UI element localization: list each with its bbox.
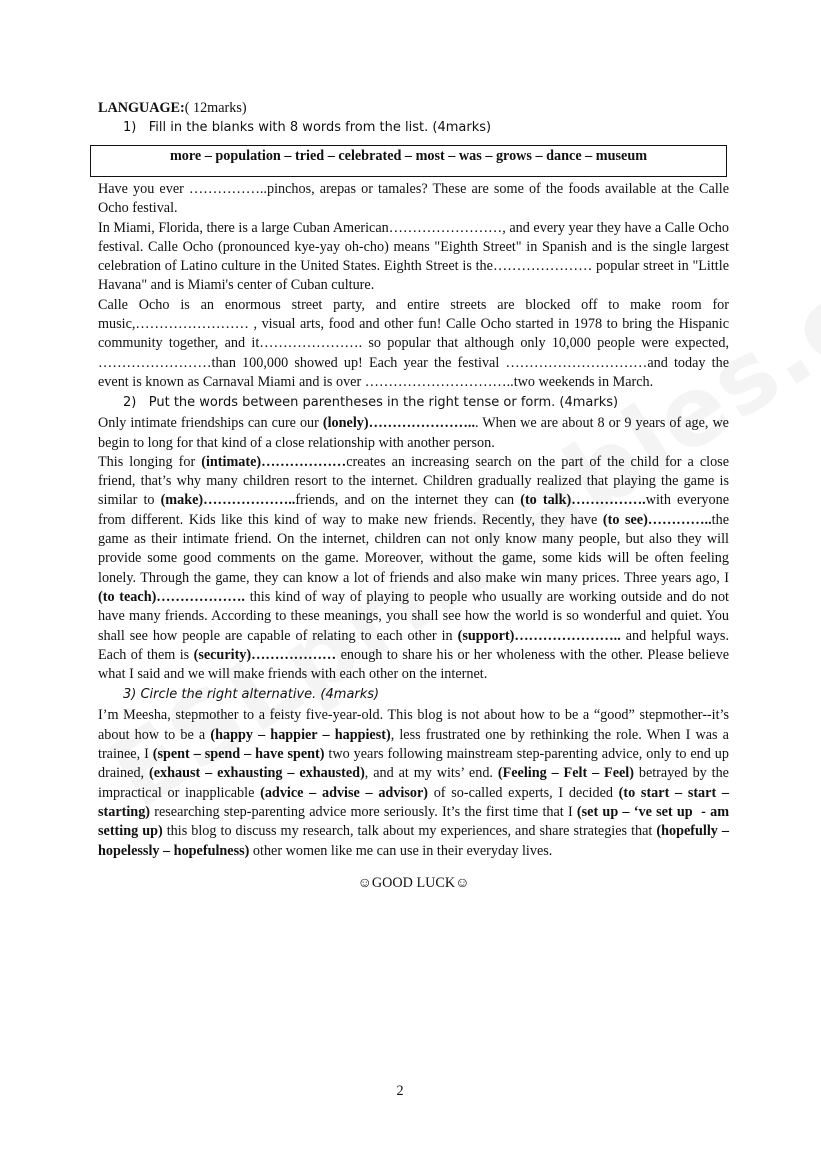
- ex2-keyword: (security)………………: [193, 646, 337, 663]
- exercise-3-instruction: 3) Circle the right alternative. (4marks): [123, 687, 380, 703]
- section-marks: ( 12marks): [184, 100, 247, 116]
- ex3-text: I’m Meesha, stepmother to a feisty five-year-old. This blog is not about how to be a “good” stepmother--it’s about how to be a: [98, 707, 729, 743]
- ex3-text: this blog to discuss my research, talk about my experiences, and share strategies that: [162, 823, 657, 840]
- ex2-keyword: (support)…………………..: [457, 627, 621, 644]
- exercise-1-paragraph-3: Calle Ocho is an enormous street party, and entire streets are blocked off to make room for music,…………………… , visual arts, food and other fun! Calle Ocho started in 1978 to bring the Hispanic community together, and it…………………. so popular that although only 10,000 people were expected, ……………………than 100,000 showed up! Each year the festival …………………………and today the event is known as Carnaval Miami and is over …………………………..two weekends in March.: [98, 296, 729, 390]
- ex3-choice: (advice – advise – advisor): [260, 784, 428, 801]
- ex2-text: this kind of way of playing to people who usually are working outside and do not have many friends. According to these meanings, you shall see how the world is so wonderful and quiet. You shall see how people are capable of relating to each other in: [98, 588, 729, 644]
- ex3-choice: (spent – spend – have spent): [152, 746, 325, 763]
- ex2-keyword: (to teach)……………….: [98, 588, 245, 605]
- ex3-text: , and at my wits’ end.: [364, 765, 498, 782]
- ex3-choice: (set up – ‘ve set up - am setting up): [98, 803, 730, 840]
- ex3-choice: (Feeling – Felt – Feel): [497, 765, 634, 782]
- section-heading: [98, 99, 729, 117]
- exercise-2-text: [98, 414, 729, 684]
- ex2-text: Only intimate friendships can cure our: [98, 415, 323, 432]
- ex2-keyword: (to see)…………..: [602, 511, 712, 528]
- page-number: 2: [396, 1083, 404, 1099]
- ex3-choice: (to start – start – starting): [98, 784, 729, 820]
- ex3-choice: (happy – happier – happiest): [210, 726, 391, 743]
- ex3-text: , less frustrated one by rethinking the role. When I was a trainee, I: [98, 726, 729, 763]
- ex2-text: the game as their intimate friend. On the internet, children can not only know many people, but also they will provide some good comments on the game. Moreover, without the game, some kids will be often feeling lonely. Through the game, they can know a lot of friends and also make win many prices. Three years ago, I: [98, 511, 729, 586]
- exercise-3-text: [98, 706, 729, 860]
- ex2-text: This longing for: [98, 453, 202, 470]
- ex2-text: . When we are about 8 or 9 years of age, we begin to long for that kind of a close relationship with another person.: [98, 415, 729, 451]
- exercise-1-paragraph-1: Have you ever ……………..pinchos, arepas or tamales? These are some of the foods available at the Calle Ocho festival.: [98, 181, 729, 217]
- ex3-text: other women like me can use in their everyday lives.: [249, 842, 553, 859]
- ex3-text: researching step-parenting advice more seriously. It’s the first time that I: [150, 803, 577, 820]
- exercise-1-paragraph-2: In Miami, Florida, there is a large Cuban American……………………, and every year they have a Calle Ocho festival. Calle Ocho (pronounced kye-yay oh-cho) means "Eighth Street" in Spanish and is the single largest celebration of Latino culture in the United States. Eighth Street is the………………… popular street in "Little Havana" and is Miami's center of Cuban culture.: [98, 219, 729, 294]
- ex2-keyword: (make)………………..: [160, 492, 296, 509]
- exercise-1-instruction: 1) Fill in the blanks with 8 words from the list. (4marks): [123, 120, 492, 135]
- word-list-box: [90, 145, 727, 177]
- ex2-keyword: (to talk)…………….: [520, 492, 646, 509]
- ex2-text: and helpful ways. Each of them is: [98, 627, 729, 663]
- word-list: more – population – tried – celebrated – most – was – grows – dance – museum: [169, 148, 648, 164]
- exercise-2-instruction: 2) Put the words between parentheses in the right tense or form. (4marks): [123, 395, 619, 411]
- ex2-text: creates an increasing search on the part of the child for a close friend, that’s why many children resort to the internet. Children gradually realized that playing the game is similar to: [98, 453, 729, 509]
- ex2-text: with everyone from different. Kids like this kind of way to make new friends. Recently, they have: [98, 492, 729, 528]
- worksheet-page: [98, 99, 729, 892]
- ex2-keyword: (lonely)…………………..: [322, 415, 475, 432]
- good-luck-footer: ☺GOOD LUCK☺: [357, 874, 470, 891]
- ex2-text: enough to share his or her wholeness with the other. Please believe what I said and we will make friends with each other on the internet.: [98, 646, 729, 683]
- section-label: LANGUAGE:: [98, 100, 185, 116]
- ex3-choice: (hopefully – hopelessly – hopefulness): [98, 823, 729, 859]
- ex3-choice: (exhaust – exhausting – exhausted): [148, 765, 365, 782]
- ex3-text: of so-called experts, I decided: [428, 784, 619, 801]
- ex3-text: betrayed by the impractical or inapplicable: [98, 765, 729, 801]
- ex2-text: friends, and on the internet they can: [295, 492, 521, 509]
- ex2-keyword: (intimate)………………: [201, 453, 347, 470]
- ex3-text: two years following mainstream step-parenting advice, only to end up drained,: [98, 746, 729, 782]
